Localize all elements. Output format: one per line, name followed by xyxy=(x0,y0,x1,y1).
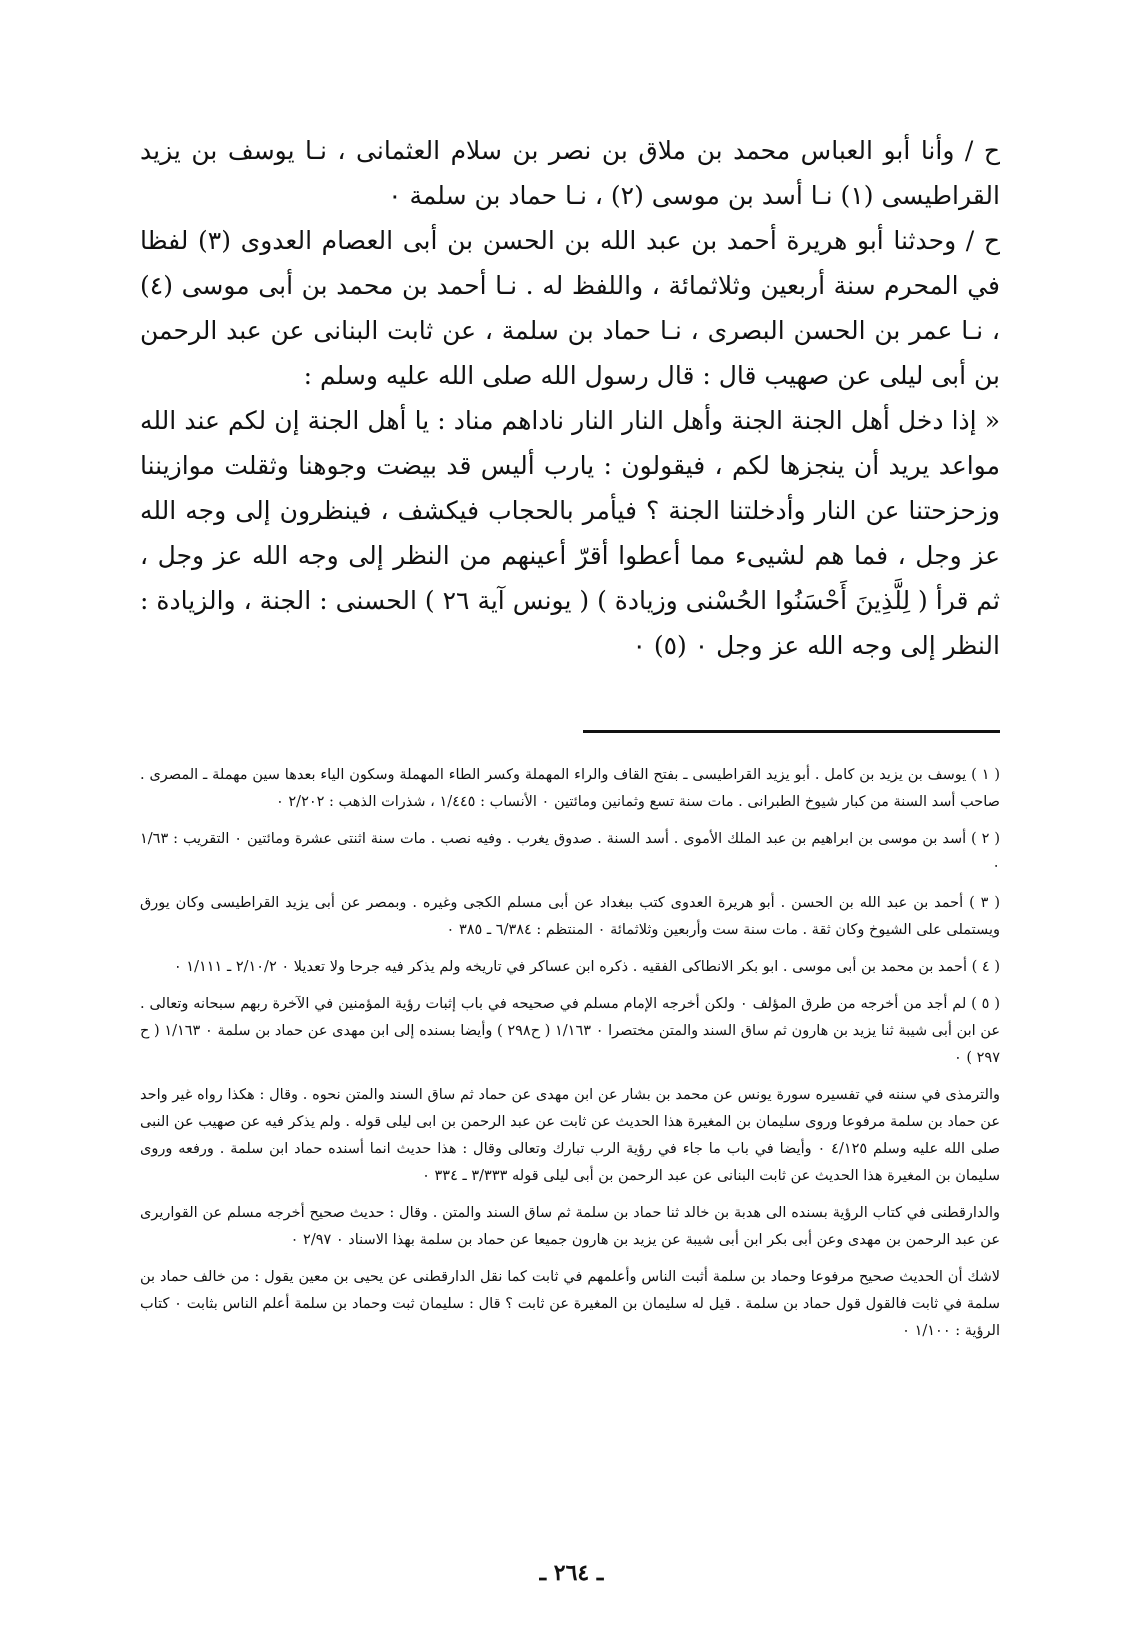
footnote-1: ( ١ ) يوسف بن يزيد بن كامل . أبو يزيد القراطيسى ـ بفتح القاف والراء المهملة وكسر الطاء المهملة وسكون الياء بعدها سين مهملة ـ المصرى . صاحب أسد السنة من كبار شيوخ الطبرانى . مات سنة تسع وثمانين ومائتين ٠ الأنساب : ١/٤٤٥ ، شذرات الذهب : ٢/٢٠٢ ٠ xyxy=(140,767,1000,810)
footnote-5-tirmidhi: والترمذى في سننه في تفسيره سورة يونس عن محمد بن بشار عن ابن مهدى عن حماد ثم ساق السند والمتن نحوه . وقال : هكذا رواه غير واحد عن حماد بن سلمة مرفوعا وروى سليمان بن المغيرة هذا الحديث عن ثابت عن عبد الرحمن بن ابى ليلى قوله . ولم يذكر فيه عن صهيب عن النبى صلى الله عليه وسلم ٤/١٢٥ ٠ وأيضا في باب ما جاء في رؤية الرب تبارك وتعالى وقال : هذا حديث انما أسنده حماد ابن سلمة . ورفعه وروى سليمان بن المغيرة هذا الحديث عن ثابت البنانى عن عبد الرحمن بن أبى ليلى قوله ٣/٣٣٣ ـ ٣٣٤ ٠ xyxy=(140,1087,1001,1184)
footnote-5-daraqutni: والدارقطنى في كتاب الرؤية بسنده الى هدبة بن خالد ثنا حماد بن سلمة ثم ساق السند والمتن . وقال : حديث صحيح أخرجه مسلم عن القواريرى عن عبد الرحمن بن مهدى وعن أبى بكر ابن أبى شيبة عن يزيد بن هارون جميعا عن حماد بن سلمة بهذا الاسناد ٠ ٢/٩٧ ٠ xyxy=(140,1205,1000,1248)
footnote-3: ( ٣ ) أحمد بن عبد الله بن الحسن . أبو هريرة العدوى كتب ببغداد عن أبى مسلم الكجى وغيره . وبمصر عن أبى يزيد القراطيسى وكان يورق ويستملى على الشيوخ وكان ثقة . مات سنة ست وأربعين وثلاثمائة ٠ المنتظم : ٦/٣٨٤ ـ ٣٨٥ ٠ xyxy=(140,895,1000,938)
hadith-paragraph: « إذا دخل أهل الجنة الجنة وأهل النار النار ناداهم مناد : يا أهل الجنة إن لكم عند الله مواعد يريد أن ينجزها لكم ، فيقولون : يارب أليس قد بيضت وجوهنا وثقلت موازيننا وزحزحتنا عن النار وأدخلتنا الجنة ؟ فيأمر بالحجاب فيكشف ، فينظرون إلى وجه الله عز وجل ، فما هم لشيىء مما أعطوا أقرّ أعينهم من النظر إلى وجه الله عز وجل ، ثم قرأ ( لِلَّذِينَ أَحْسَنُوا الحُسْنى وزيادة ) ( يونس آية ٢٦ ) الحسنى : الجنة ، والزيادة : النظر إلى وجه الله عز وجل ٠ (٥) ٠ xyxy=(140,406,1000,660)
isnad-paragraph-2: ح / وحدثنا أبو هريرة أحمد بن عبد الله بن الحسن بن أبى العصام العدوى (٣) لفظا في المحرم سنة أربعين وثلاثمائة ، واللفظ له . نـا أحمد بن محمد بن أبى موسى (٤) ، نـا عمر بن الحسن البصرى ، نـا حماد بن سلمة ، عن ثابت البنانى عن عبد الرحمن بن أبى ليلى عن صهيب قال : قال رسول الله صلى الله عليه وسلم : xyxy=(140,226,1000,390)
footnote-5: ( ٥ ) لم أجد من أخرجه من طرق المؤلف ٠ ولكن أخرجه الإمام مسلم في صحيحه في باب إثبات رؤية المؤمنين في الآخرة ربهم سبحانه وتعالى . عن ابن أبى شيبة ثنا يزيد بن هارون ثم ساق السند والمتن مختصرا ٠ ١/١٦٣ ( ح٢٩٨ ) وأيضا بسنده إلى ابن مهدى عن حماد بن سلمة ٠ ١/١٦٣ ( ح ٢٩٧ ) ٠ xyxy=(140,996,1001,1066)
footnotes xyxy=(140,762,1000,1355)
page-number: ـ ٢٦٤ ـ xyxy=(539,1560,604,1586)
footnote-5-conclusion: لاشك أن الحديث صحيح مرفوعا وحماد بن سلمة أثبت الناس وأعلمهم في ثابت كما نقل الدارقطنى عن يحيى بن معين يقول : من خالف حماد بن سلمة في ثابت فالقول قول حماد بن سلمة . قيل له سليمان بن المغيرة عن ثابت ؟ قال : سليمان ثبت وحماد بن سلمة أعلم الناس بثابت ٠ كتاب الرؤية : ١/١٠٠ ٠ xyxy=(140,1269,1000,1339)
footnote-4: ( ٤ ) أحمد بن محمد بن أبى موسى . ابو بكر الانطاكى الفقيه . ذكره ابن عساكر في تاريخه ولم يذكر فيه جرحا ولا تعديلا ٠ ٢/١٠/٢ ـ ١/١١١ ٠ xyxy=(173,959,1000,975)
main-text xyxy=(140,128,1000,668)
footnote-2: ( ٢ ) أسد بن موسى بن ابراهيم بن عبد الملك الأموى . أسد السنة . صدوق يغرب . وفيه نصب . مات سنة اثنتى عشرة ومائتين ٠ التقريب : ١/٦٣ ٠ xyxy=(140,831,1000,874)
isnad-paragraph-1: ح / وأنا أبو العباس محمد بن ملاق بن نصر بن سلام العثمانى ، نـا يوسف بن يزيد القراطيسى (١) نـا أسد بن موسى (٢) ، نـا حماد بن سلمة ٠ xyxy=(140,136,1000,210)
footnote-divider xyxy=(583,730,1000,733)
